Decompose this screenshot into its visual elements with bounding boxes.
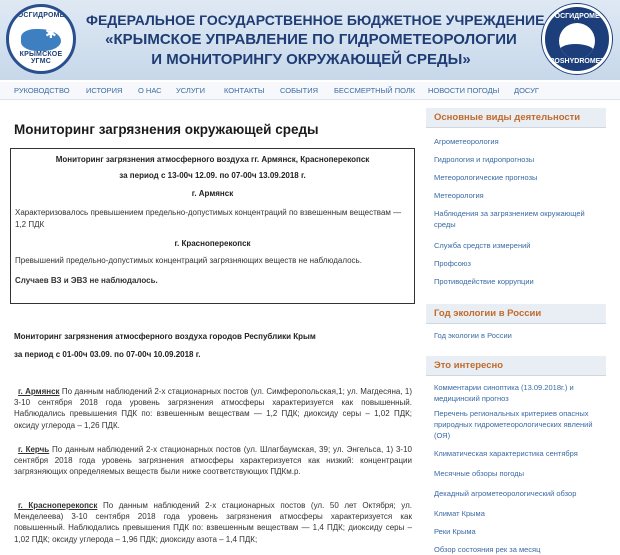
paragraph-text: По данным наблюдений 2-х стационарных постов (ул. Симферопольская,1; ул. Магдесяна, 1) 3-10 сентября 2018 года уровень загрязнения атмосферы характеризуется как повышенный. Наблюдались превышения ПДК по: взвешенным веществам — 1,2 ПДК; диоксиду серы – 1,02 ПДК; оксиду углерода – 1,26 ПДК. (14, 387, 413, 430)
report-paragraph (14, 444, 412, 478)
notice-note: Случаев ВЗ и ЭВЗ не наблюдалось. (15, 276, 158, 285)
sidebar-link-hydrology[interactable]: Гидрология и гидропрогнозы (434, 155, 535, 164)
sidebar-heading: Основные виды деятельности (426, 108, 606, 128)
paragraph-text: По данным наблюдений 2-х стационарных постов (ул. 50 лет Октября; ул. Менделеева) 3-10 сентября 2018 года уровень загрязнения атмосферы характеризуется как повышенный. Наблюдались превышения ПДК по: взвешенным веществам — 1,4 ПДК; диоксиду серы – 1,02 ПДК; оксиду углерода – 1,96 ПДК; диоксиду азота – 1,4 ПДК; (14, 501, 412, 544)
sidebar-link-ecology-year[interactable]: Год экологии в России (434, 331, 512, 340)
nav-item-immortal-regiment[interactable]: БЕССМЕРТНЫЙ ПОЛК (334, 86, 416, 95)
report-paragraph (14, 386, 412, 431)
nav-item-leadership[interactable]: РУКОВОДСТВО (14, 86, 70, 95)
nav-item-weather-news[interactable]: НОВОСТИ ПОГОДЫ (428, 86, 500, 95)
notice-period: за период с 13-00ч 12.09. по 07-00ч 13.09.2018 г. (119, 171, 306, 180)
title-line-3: И МОНИТОРИНГУ ОКРУЖАЮЩЕЙ СРЕДЫ» (151, 51, 471, 68)
notice-krasnoperekopsk-text: Превышений предельно-допустимых концентраций загрязняющих веществ не наблюдалось. (15, 256, 362, 265)
sidebar-link-pollution-monitoring[interactable]: Наблюдения за загрязнением окружающей среды (434, 209, 585, 229)
nav-item-leisure[interactable]: ДОСУГ (514, 86, 539, 95)
sidebar-section-interesting (426, 356, 606, 555)
notice-city-armyansk: г. Армянск (191, 189, 234, 198)
sidebar-link-crimea-rivers[interactable]: Реки Крыма (434, 527, 476, 536)
sidebar-link-monthly-reviews[interactable]: Месячные обзоры погоды (434, 469, 525, 478)
main-nav (0, 82, 620, 100)
sidebar-link-hazard-criteria[interactable]: Перечень региональных критериев опасных природных гидрометеорологических явлений (ОЯ) (434, 409, 593, 440)
section2-period: за период с 01-00ч 03.09. по 07-00ч 10.09.2018 г. (14, 350, 201, 359)
sidebar-link-crimea-climate[interactable]: Климат Крыма (434, 509, 485, 518)
site-header (0, 0, 620, 80)
nav-item-events[interactable]: СОБЫТИЯ (280, 86, 319, 95)
sidebar-link-forecasts[interactable]: Метеорологические прогнозы (434, 173, 538, 182)
logo-left-bottom-text: КРЫМСКОЕ УГМС (19, 51, 63, 65)
sidebar-link-rivers-review[interactable]: Обзор состояния рек за месяц (434, 545, 541, 554)
paragraph-text: По данным наблюдений 2-х стационарных постов (ул. Шлагбаумская, 39; ул. Энгельса, 1) 3-10 сентября 2018 года уровень загрязнения атмосферы характеризуется как низкий: концентрации загрязняющих определяемых веществ были ниже соответствующих ПДКм.р. (14, 445, 412, 477)
logo-left-top-text: РОСГИДРОМЕТ (12, 12, 70, 19)
title-line-1: ФЕДЕРАЛЬНОЕ ГОСУДАРСТВЕННОЕ БЮДЖЕТНОЕ УЧРЕЖДЕНИЕ (86, 12, 545, 28)
city-link-armyansk[interactable]: г. Армянск (18, 387, 60, 396)
wave-emblem-icon (559, 23, 595, 59)
notice-city-krasnoperekopsk: г. Красноперекопск (174, 239, 251, 248)
nav-item-history[interactable]: ИСТОРИЯ (86, 86, 123, 95)
logo-right-bottom-text: ROSHYDROMET (549, 58, 605, 65)
sidebar-link-anti-corruption[interactable]: Противодействие коррупции (434, 277, 534, 286)
sidebar-heading: Это интересно (426, 356, 606, 376)
notice-armyansk-text: Характеризовалось превышением предельно-допустимых концентраций по взвешенным веществам — 1,2 ПДК (15, 208, 402, 229)
right-sidebar (426, 104, 606, 555)
sidebar-link-measurement-service[interactable]: Служба средств измерений (434, 241, 531, 250)
sidebar-section-activities (426, 108, 606, 284)
sidebar-section-ecology-year (426, 304, 606, 348)
logo-right-top-text: РОСГИДРОМЕТ (550, 13, 604, 20)
main-content (10, 104, 418, 555)
city-link-krasnoperekopsk[interactable]: г. Красноперекопск (18, 501, 98, 510)
notice-heading: Мониторинг загрязнения атмосферного воздуха гг. Армянск, Красноперекопск (55, 155, 370, 164)
sidebar-link-decadal-review[interactable]: Декадный агрометеорологический обзор (434, 489, 577, 498)
snowflake-icon: ✱ (45, 25, 57, 41)
sidebar-heading: Год экологии в России (426, 304, 606, 324)
roshydromet-logo[interactable] (542, 4, 612, 74)
title-line-2: «КРЫМСКОЕ УПРАВЛЕНИЕ ПО ГИДРОМЕТЕОРОЛОГИИ (105, 31, 517, 48)
nav-item-about[interactable]: О НАС (138, 86, 162, 95)
sidebar-link-trade-union[interactable]: Профсоюз (434, 259, 471, 268)
report-paragraph (14, 500, 412, 545)
section2-title: Мониторинг загрязнения атмосферного воздуха городов Республики Крым (14, 332, 316, 341)
sidebar-link-forecaster-comments[interactable]: Комментарии синоптика (13.09.2018г.) и медицинский прогноз (434, 383, 574, 403)
page-title: Мониторинг загрязнения окружающей среды (14, 122, 319, 137)
sidebar-link-september-climate[interactable]: Климатическая характеристика сентября (434, 449, 578, 458)
nav-item-services[interactable]: УСЛУГИ (176, 86, 206, 95)
monitoring-notice-box (10, 148, 415, 304)
city-link-kerch[interactable]: г. Керчь (18, 445, 50, 454)
sidebar-link-agrometeorology[interactable]: Агрометеорология (434, 137, 499, 146)
organization-title (86, 10, 545, 70)
roshydromet-crimea-logo[interactable] (6, 4, 76, 74)
sidebar-link-meteorology[interactable]: Метеорология (434, 191, 484, 200)
nav-item-contacts[interactable]: КОНТАКТЫ (224, 86, 265, 95)
